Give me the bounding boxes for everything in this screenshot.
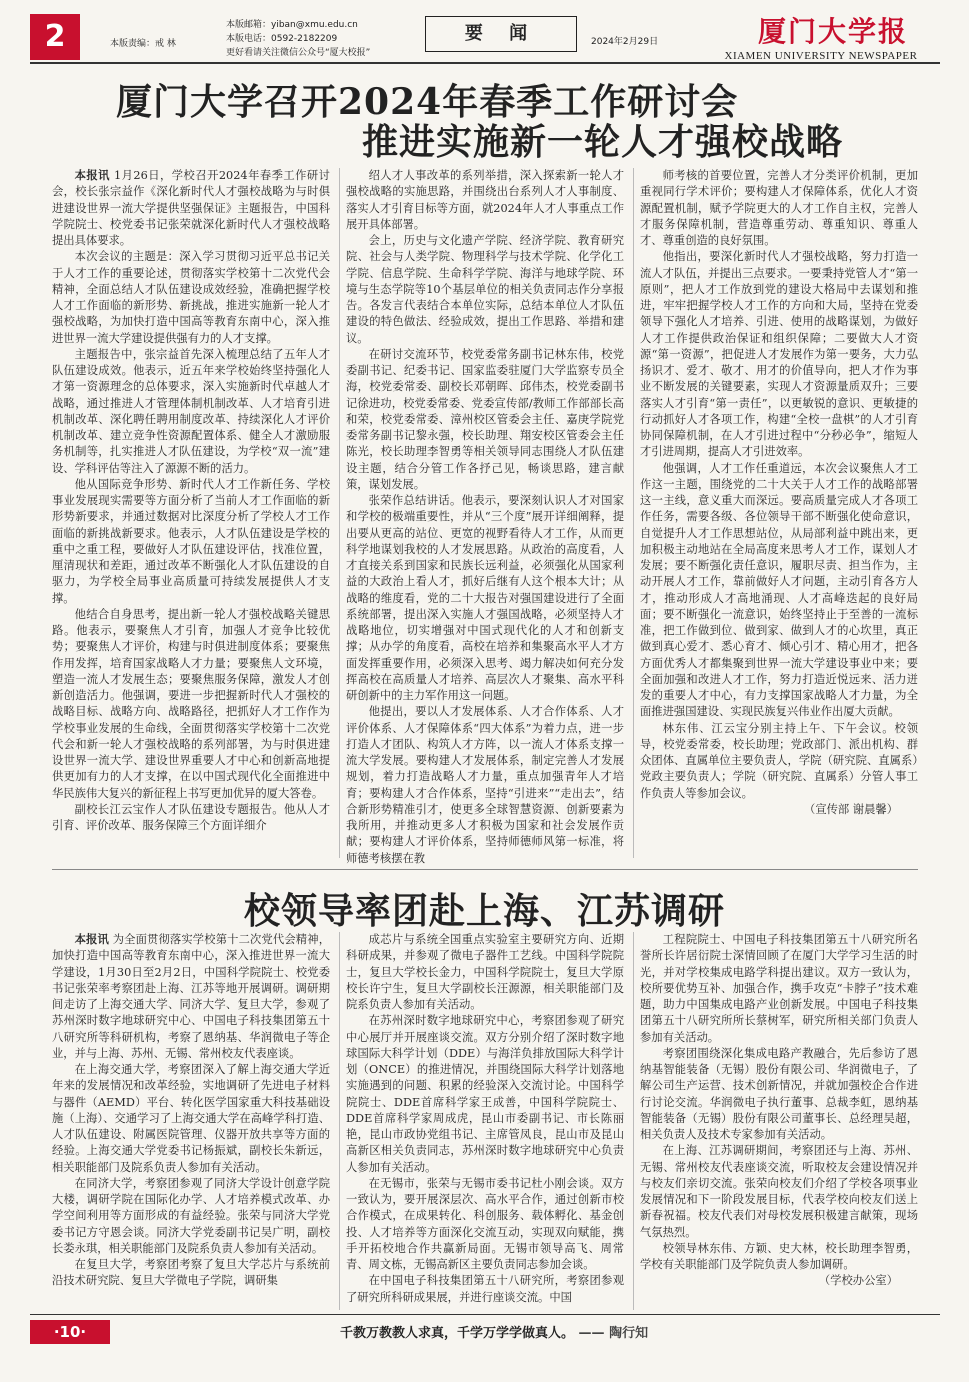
paper-logo: 厦门大学报 <box>757 15 908 48</box>
paragraph <box>52 932 330 1062</box>
paragraph-text: 工程院院士、中国电子科技集团第五十八研究所名誉所长许居衍院士深情回顾了在厦门大学学习生活的时光，并对学校集成电路学科提出建议。双方一致认为，校所要优势互补、加强合作，携手攻克“卡脖子”技术难题，助力中国集成电路产业创新发展。中国电子科技集团第五十八研究所所长蔡树军，研究所相关部门负责人参加有关活动。 <box>640 933 918 1044</box>
paragraph <box>52 1176 330 1257</box>
paragraph-text: 张荣作总结讲话。他表示，要深刻认识人才对国家和学校的极端重要性，并从“三个度”展开详细阐释，提出要从更高的站位、更宽的视野看待人才工作，从而更科学地谋划我校的人才发展思路。从政治的高度看，人才直接关系到国家和民族长远利益，必须强化从国家利益的大政治上看人才，抓好后继有人这个根本大计；从战略的维度看，党的二十大报告对强国建设进行了全面系统部署，提出深入实施人才强国战略，必须坚持人才战略地位，切实增强对中国式现代化的人才和创新支撑；从办学的角度看，高校在培养和集聚高水平人才方面发挥重要作用，必须深入思考、竭力解决如何充分发挥高校在高质量人才培养、高层次人才聚集、高水平科研创新中的主力军作用这一问题。 <box>346 494 624 702</box>
paragraph <box>52 607 330 802</box>
footer-motto <box>340 1322 648 1341</box>
paragraph-text: 主题报告中，张宗益首先深入梳理总结了五年人才队伍建设成效。他表示，近五年来学校始终坚持强化人才第一资源理念的总体要求，深入实施新时代卓越人才战略，通过推进人才管理体制机制改革、人才培育引进机制改革、深化聘任聘用制度改革、持续深化人才评价机制改革、建立竞争性资源配置体系、健全人才激励服务机制等，扎实推进人才队伍建设，为学校“双一流”建设、学科评估等注入了源源不断的活力。 <box>52 347 330 475</box>
paragraph-text: 在上海交通大学，考察团深入了解上海交通大学近年来的发展情况和改革经验，实地调研了先进电子材料与器件（AEMD）平台、转化医学国家重大科技基础设施（上海）、交通学习了上海交通大学在高峰学科打造、人才队伍建设、附属医院管理、仪器开放共享等方面的经验。上海交通大学党委书记杨振斌，副校长朱新远，相关职能部门及院系负责人参加有关活动。 <box>52 1063 330 1174</box>
paragraph <box>346 932 624 1013</box>
wechat-label: 更好看请关注微信公众号“厦大校报” <box>226 48 371 58</box>
article1-column-3 <box>640 168 918 868</box>
paragraph <box>346 168 624 233</box>
email-label: 本版邮箱：yiban@xmu.edu.cn <box>226 20 358 30</box>
motto-text: 千教万教教人求真，千学万学学做真人。 <box>340 1326 575 1341</box>
paragraph <box>346 1176 624 1274</box>
paragraph <box>346 704 624 867</box>
paragraph <box>640 249 918 460</box>
paragraph <box>640 932 918 1046</box>
article1-title-line2: 推进实施新一轮人才强校战略 <box>362 121 844 163</box>
footer-page-number: ·10· <box>30 1320 110 1344</box>
paragraph-text: 在同济大学，考察团参观了同济大学设计创意学院大楼，调研学院在国际化办学、人才培养模式改革、办学空间利用等方面形成的有益经验。张荣与同济大学党委书记方守恩会谈。同济大学党委副书记吴广明，副校长娄永琪，相关职能部门及院系负责人参加有关活动。 <box>52 1176 330 1255</box>
contact-info <box>226 18 370 60</box>
paragraph <box>640 1241 918 1274</box>
paragraph-text: 林东伟、江云宝分别主持上午、下午会议。校领导，校党委常委，校长助理；党政部门、派出机构、群众团体、直属单位主要负责人，学院（研究院、直属系）党政主要负责人；学院（研究院、直属系）分管人事工作负责人等参加会议。 <box>640 721 918 800</box>
article1-column-1 <box>52 168 330 868</box>
column-divider <box>633 168 634 858</box>
masthead <box>30 14 940 62</box>
paragraph <box>52 1062 330 1176</box>
paragraph <box>346 1273 624 1306</box>
paragraph <box>640 721 918 802</box>
article-divider <box>52 869 918 870</box>
dateline: 本报讯 <box>74 169 110 182</box>
paragraph-text: 会上，历史与文化遗产学院、经济学院、教育研究院、社会与人类学院、物理科学与技术学院、化学化工学院、信息学院、生命科学学院、海洋与地球学院、环境与生态学院等10个基层单位的相关负责同志作分享报告。各发言代表结合本单位实际，总结本单位人才队伍建设的特色做法、经验成效，提出工作思路、举措和建议。 <box>346 234 624 345</box>
paper-name-english: XIAMEN UNIVERSITY NEWSPAPER <box>724 50 918 62</box>
paragraph <box>52 168 330 249</box>
page-number-badge: 2 <box>30 14 80 60</box>
article1-title-line1: 厦门大学召开2024年春季工作研讨会 <box>116 81 739 123</box>
paragraph <box>52 477 330 607</box>
paragraph <box>640 1143 918 1241</box>
paragraph-text: 师考核的首要位置，完善人才分类评价机制，更加重视同行学术评价；要构建人才保障体系，优化人才资源配置机制，赋予学院更大的人才工作自主权，完善人才服务保障机制，营造尊重劳动、尊重知识、尊重人才、尊重创造的良好氛围。 <box>640 169 918 247</box>
column-divider <box>339 168 340 858</box>
paragraph-text: 他强调，人才工作任重道远，本次会议聚焦人才工作这一主题，围绕党的二十大关于人才工作的战略部署这一主线，意义重大而深远。要高质量完成人才各项工作任务，需要各级、各位领导干部不断强化使命意识，自觉提升人才工作思想站位，从局部利益中跳出来，更加积极主动地站在全局高度来思考人才工作，谋划人才发展；要不断强化责任意识，履职尽责、担当作为，主动开展人才工作，靠前做好人才问题，主动引育各方人才，推动形成人才高地涌现、人才高峰迭起的良好局面；要不断强化一流意识，始终坚持止于至善的一流标准，把工作做到位、做到家、做到人才的心坎里，真正做到真心爱才、悉心育才、倾心引才、精心用才，把各方面优秀人才都集聚到世界一流大学建设事业中来；要全面加强和改进人才工作，努力打造近悦远来、活力迸发的重要人才中心，有力支撑国家战略人才力量，为全面推进强国建设、实现民族复兴伟业作出厦大贡献。 <box>640 461 918 719</box>
paragraph <box>346 347 624 493</box>
column-divider <box>339 932 340 1310</box>
paragraph-text: 为全面贯彻落实学校第十二次党代会精神，加快打造中国高等教育东南中心，深入推进世界一流大学建设，1月30日至2月2日，中国科学院院士、校党委书记张荣率考察团赴上海、江苏等地开展调研。调研期间走访了上海交通大学、同济大学、复旦大学，参观了苏州深时数字地球研究中心、中国电子科技集团第五十八研究所等科研机构，考察了恩纳基、华润微电子等企业，并与上海、苏州、无锡、常州校友代表座谈。 <box>52 933 330 1060</box>
paragraph-text: 在复旦大学，考察团考察了复旦大学芯片与系统前沿技术研究院、复旦大学微电子学院，调研集 <box>52 1258 330 1288</box>
paragraph-text: 他提出，要以人才发展体系、人才合作体系、人才评价体系、人才保障体系“四大体系”为着力点，进一步打造人才团队、构筑人才方阵，以一流人才体系支撑一流大学发展。要构建人才发展体系，制定完善人才发展规划，着力打造战略人才力量，重点加强青年人才培育；要构建人才合作体系，坚持“引进来”“走出去”，结合新形势精准引才，使更多全球智慧资源、创新要素为我所用，并推动更多人才积极为国家和社会发展作贡献；要构建人才评价体系，坚持师德师风第一标准，将师德考核摆在教 <box>346 705 624 865</box>
paragraph <box>640 168 918 249</box>
paragraph-text: 在中国电子科技集团第五十八研究所，考察团参观了研究所科研成果展，并进行座谈交流。中国 <box>346 1274 624 1304</box>
paragraph <box>346 493 624 704</box>
editor-label: 本版责编：戒 林 <box>110 39 176 49</box>
paragraph-text: 成芯片与系统全国重点实验室主要研究方向、近期科研成果，并参观了微电子器件工艺线。中国科学院院士，复旦大学校长金力，中国科学院院士，复旦大学原校长许宁生，复旦大学副校长汪源源，相关职能部门及院系负责人参加有关活动。 <box>346 933 624 1011</box>
paragraph-text: 校领导林东伟、方颖、史大林，校长助理李智勇，学校有关职能部门及学院负责人参加调研。 <box>640 1241 918 1271</box>
motto-author: —— 陶行知 <box>578 1326 649 1341</box>
paragraph-text: 他结合自身思考，提出新一轮人才强校战略关键思路。他表示，要聚焦人才引育，加强人才竞争比较优势；要聚焦人才评价，构建与时俱进制度体系；要聚焦作用发挥，培育国家战略人才力量；要聚焦人文环境，塑造一流人才发展生态；要聚焦服务保障，激发人才创新创造活力。他强调，要进一步把握新时代人才强校的战略目标、战略方向、战略路径，把抓好人才工作作为学校事业发展的生命线，全面贯彻落实学校第十二次党代会和新一轮人才强校战略的系列部署，为与时俱进建设世界一流大学、建设世界重要人才中心和创新高地提供更加有力的人才支撑，在以中国式现代化全面推进中华民族伟大复兴的新征程上书写更加优异的厦大答卷。 <box>52 607 330 800</box>
phone-label: 本版电话：0592-2182209 <box>226 34 338 44</box>
author-credit: （学校办公室） <box>818 1274 898 1288</box>
article1-column-2 <box>346 168 624 868</box>
dateline: 本报讯 <box>74 933 109 946</box>
paragraph <box>52 1257 330 1290</box>
article2-column-2 <box>346 932 624 1312</box>
paragraph-text: 副校长江云宝作人才队伍建设专题报告。他从人才引育、评价改革、服务保障三个方面详细介 <box>52 802 330 832</box>
paragraph-text: 在研讨交流环节，校党委常务副书记林东伟，校党委副书记、纪委书记、国家监委驻厦门大学监察专员全海，校党委常委、副校长邓朝晖、邱伟杰，校党委副书记徐进功，校党委常委、党委宣传部/教师工作部部长高和荣，校党委常委、漳州校区管委会主任、嘉庚学院党委常务副书记黎永强，校长助理、翔安校区管委会主任陈光，校长助理李智勇等相关领导同志围绕人才队伍建设主题，结合分管工作各抒己见，畅谈思路，建言献策，谋划发展。 <box>346 347 624 491</box>
paragraph <box>52 347 330 477</box>
article2-column-1 <box>52 932 330 1312</box>
masthead-rule <box>30 62 940 64</box>
issue-date: 2024年2月29日 <box>591 37 659 47</box>
paragraph-text: 本次会议的主题是：深入学习贯彻习近平总书记关于人才工作的重要论述，贯彻落实学校第十二次党代会精神，全面总结人才队伍建设成效经验，准确把握学校人才工作面临的新形势、新挑战，推进实施新一轮人才强校战略，为加快打造中国高等教育东南中心，深入推进世界一流大学建设提供强有力的人才支撑。 <box>52 250 330 345</box>
paragraph <box>52 802 330 835</box>
section-title: 要 闻 <box>425 16 577 52</box>
paragraph-text: 他从国际竞争形势、新时代人才工作新任务、学校事业发展现实需要等方面分析了当前人才工作面临的新形势新要求，并通过数据对比深度分析了学校人才工作面临的新挑战新要求。他表示，人才队伍建设是学校的重中之重工程，要做好人才队伍建设评估，找准位置，厘清现状和差距，通过改革不断强化人才队伍建设的自驱力，为学校全局事业高质量可持续发展提供人才支撑。 <box>52 477 330 605</box>
footer-rule <box>30 1314 940 1315</box>
paragraph-text: 在苏州深时数字地球研究中心，考察团参观了研究中心展厅并开展座谈交流。双方分别介绍了深时数字地球国际大科学计划（DDE）与海洋负排放国际大科学计划（ONCE）的推进情况，并围绕国际大科学计划落地实施遇到的问题、积累的经验深入交流讨论。中国科学院院士、DDE首席科学家王成善，中国科学院院士、DDE首席科学家周成虎，昆山市委副书记、市长陈丽艳，昆山市政协党组书记、主席管凤良，昆山市及昆山高新区相关负责同志，苏州深时数字地球研究中心负责人参加有关活动。 <box>346 1014 624 1174</box>
paragraph-text: 考察团围绕深化集成电路产教融合，先后参访了恩纳基智能装备（无锡）股份有限公司、华润微电子，了解公司生产运营、技术创新情况，并就加强校企合作进行讨论交流。华润微电子执行董事、总裁李虹，恩纳基智能装备（无锡）股份有限公司董事长、总经理吴超，相关负责人及技术专家参加有关活动。 <box>640 1046 918 1141</box>
paragraph-text: 他指出，要深化新时代人才强校战略，努力打造一流人才队伍，并提出三点要求。一要秉持党管人才“第一原则”，把人才工作放到党的建设大格局中去谋划和推进，牢牢把握学校人才工作的方向和大局，坚持在党委领导下强化人才培养、引进、使用的战略谋划，为做好人才工作提供政治保证和组织保障；二要做大人才资源“第一资源”，把促进人才发展作为第一要务，大力弘扬识才、爱才、敬才、用才的价值导向，把人才作为事业不断发展的关键要素，实现人才资源量质双升；三要落实人才引育“第一责任”，以更敏锐的意识、更敏捷的行动抓好人才各项工作，构建“全校一盘棋”的人才引育协同保障机制，在人才引进过程中“分秒必争”，缩短人才引进周期，提高人才引进效率。 <box>640 250 918 459</box>
article2-column-3 <box>640 932 918 1312</box>
paragraph-text: 在无锡市，张荣与无锡市委书记杜小刚会谈。双方一致认为，要开展深层次、高水平合作，通过创新市校合作模式，在成果转化、科创服务、载体孵化、基金创投、人才培养等方面深化交流互动，实现双向赋能，携手开拓校地合作共赢新局面。无锡市领导高飞、周常青、周文栋，无锡高新区主要负责同志参加会谈。 <box>346 1176 624 1271</box>
paragraph-text: 绍人才人事改革的系列举措，深入探索新一轮人才强校战略的实施思路，并围绕出台系列人才人事制度、落实人才引育目标等方面，就2024年人才人事重点工作展开具体部署。 <box>346 169 624 231</box>
paragraph <box>52 249 330 347</box>
paragraph <box>640 1046 918 1144</box>
paragraph <box>346 1013 624 1176</box>
paragraph <box>346 233 624 347</box>
column-divider <box>633 932 634 1310</box>
paragraph-text: 在上海、江苏调研期间，考察团还与上海、苏州、无锡、常州校友代表座谈交流，听取校友会建设情况并与校友们亲切交流。张荣向校友们介绍了学校各项事业发展情况和下一阶段发展目标，代表学校向校友们送上新春祝福。校友代表们对母校发展积极建言献策，现场气氛热烈。 <box>640 1144 918 1239</box>
paragraph <box>640 461 918 721</box>
paragraph-text: 1月26日，学校召开2024年春季工作研讨会，校长张宗益作《深化新时代人才强校战略为与时俱进建设世界一流大学提供坚强保证》主题报告，中国科学院院士、校党委书记张荣就深化新时代人才强校战略提出具体要求。 <box>52 169 330 247</box>
article2-title: 校领导率团赴上海、江苏调研 <box>243 890 725 932</box>
author-credit: （宣传部 谢晨馨） <box>804 802 898 816</box>
